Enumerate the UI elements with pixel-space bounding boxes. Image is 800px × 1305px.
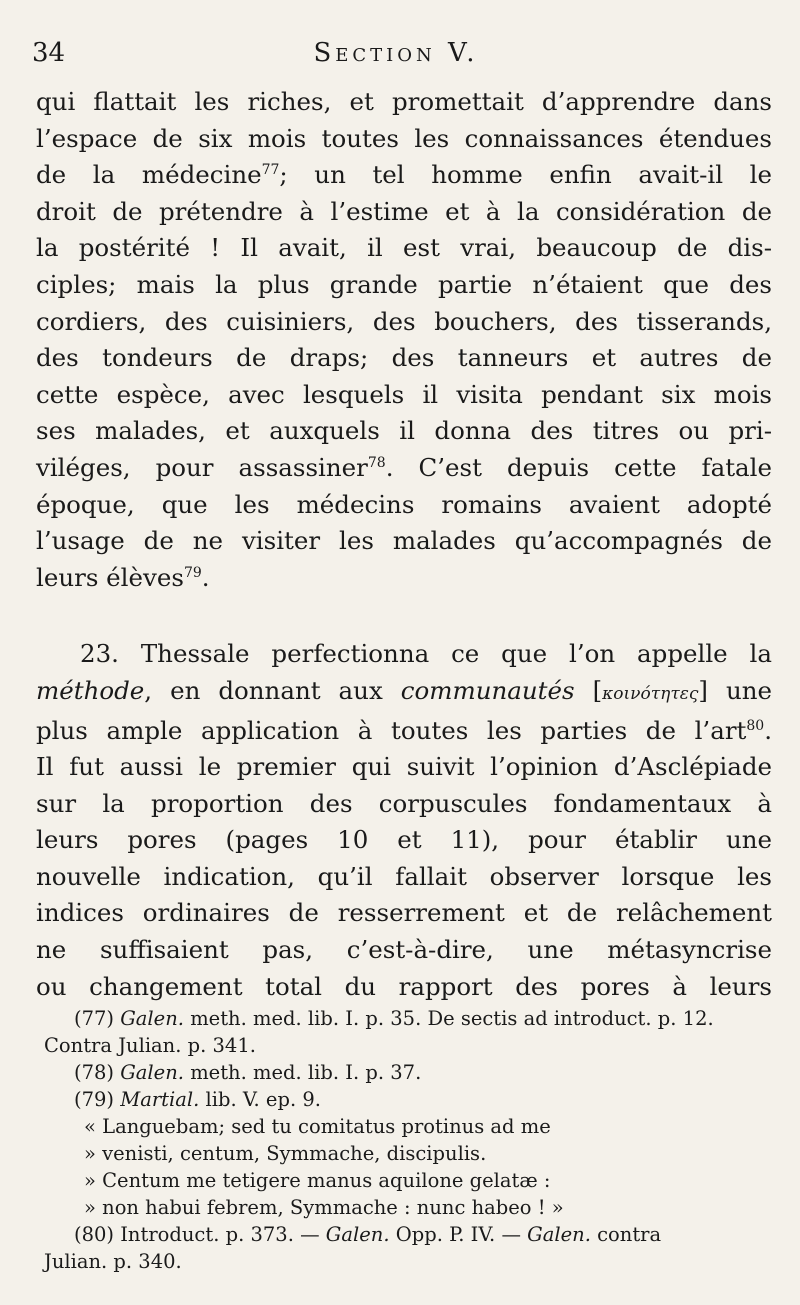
text-line: nouvelle indication, qu’il fallait observer lorsque les [36, 861, 772, 891]
text-line: Il fut aussi le premier qui suivit l’opinion d’Asclépiade [36, 752, 772, 782]
section-title: Section V. [313, 38, 479, 68]
page-number: 34 [32, 38, 66, 68]
text-line: cordiers, des cuisiniers, des bouchers, des tisserands, [36, 306, 772, 336]
greek-term: κοινότητες [602, 683, 699, 704]
text-line: ses malades, et auxquels il donna des titres ou pri- [36, 416, 772, 446]
footnote-ref-80: 80 [746, 717, 765, 734]
paragraph-number: 23. [80, 639, 119, 669]
paragraph-23-first-line: 23. Thessale perfectionna ce que l’on appelle la [80, 639, 772, 669]
text-line: époque, que les médecins romains avaient adopté [36, 489, 772, 519]
footnote-80: (80) Introduct. p. 373. — Galen. Opp. P. IV. — Galen. contra [74, 1223, 662, 1246]
text-line: de la médecine$^{77}$; un tel homme enfin avait-il le [36, 160, 772, 190]
footnote-79: (79) Martial. lib. V. ep. 9. [74, 1088, 321, 1111]
footnote-ref-79: 79 [183, 564, 202, 581]
running-head [32, 38, 760, 78]
footnote-77: (77) Galen. meth. med. lib. I. p. 35. De sectis ad introduct. p. 12. [74, 1007, 714, 1030]
footnote-ref-78: 78 [367, 454, 386, 471]
footnote-80-continuation: Julian. p. 340. [44, 1250, 182, 1273]
footnote-77-continuation: Contra Julian. p. 341. [44, 1034, 256, 1057]
text-line: indices ordinaires de resserrement et de relâchement [36, 898, 772, 928]
text-line: cette espèce, avec lesquels il visita pendant six mois [36, 379, 772, 409]
text-line: des tondeurs de draps; des tanneurs et autres de [36, 343, 772, 373]
text-line: ciples; mais la plus grande partie n’étaient que des [36, 269, 772, 299]
text-line: droit de prétendre à l’estime et à la considération de [36, 196, 772, 226]
text-line: qui flattait les riches, et promettait d’apprendre dans [36, 87, 772, 116]
text-line: l’espace de six mois toutes les connaissances étendues [36, 123, 772, 153]
text-line: leurs pores (pages 10 et 11), pour établir une [36, 825, 772, 855]
footnote-ref-77: 77 [261, 162, 280, 179]
text-line: plus ample application à toutes les parties de l’art$^{80}$. [36, 715, 772, 745]
verse-line: « Languebam; sed tu comitatus protinus ad me [84, 1115, 551, 1138]
verse-line: » non habui febrem, Symmache : nunc habeo ! » [84, 1196, 564, 1219]
verse-line: » venisti, centum, Symmache, discipulis. [84, 1142, 487, 1165]
text-line: leurs élèves$^{79}$. [36, 562, 210, 592]
text-line: viléges, pour assassiner$^{78}$. C’est depuis cette fatale [36, 452, 772, 482]
footnote-78: (78) Galen. meth. med. lib. I. p. 37. [74, 1061, 422, 1084]
footnotes [44, 1005, 774, 1275]
text-line: la postérité ! Il avait, il est vrai, beaucoup de dis- [36, 233, 772, 263]
text-line: l’usage de ne visiter les malades qu’accompagnés de [36, 526, 772, 556]
text-line: ou changement total du rapport des pores à leurs [36, 971, 772, 1001]
text-line: méthode, en donnant aux communautés [κοινότητες] une [36, 675, 772, 705]
verse-line: » Centum me tetigere manus aquilone gelatæ : [84, 1169, 551, 1192]
text-line: ne suffisaient pas, c’est-à-dire, une métasyncrise [36, 935, 772, 965]
text-line: sur la proportion des corpuscules fondamentaux à [36, 788, 772, 818]
main-text [36, 84, 772, 1005]
